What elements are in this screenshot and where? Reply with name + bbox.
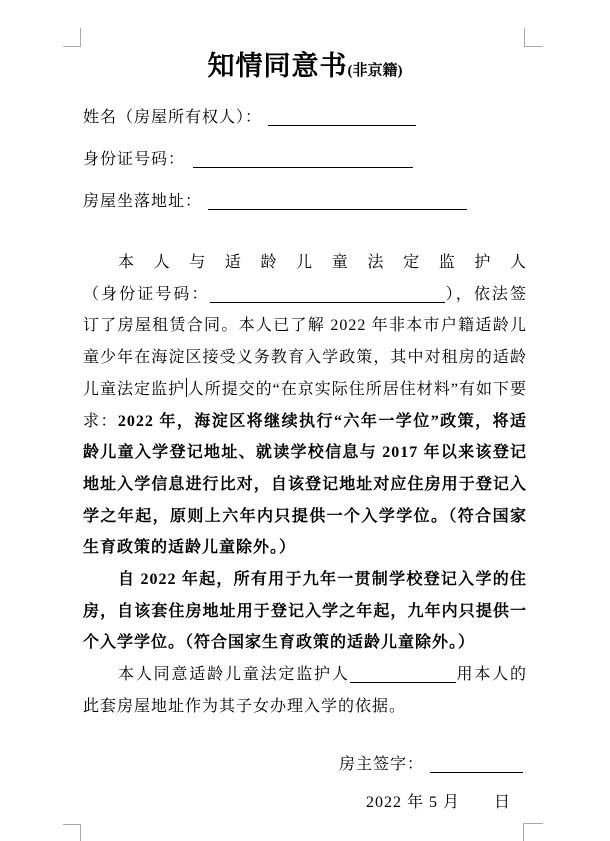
address-field-blank[interactable]	[208, 190, 467, 210]
id-field-label: 身份证号码：	[83, 151, 186, 168]
paragraph-consent	[83, 659, 527, 722]
crop-mark-top-right	[524, 28, 543, 47]
signature-block	[83, 749, 527, 818]
date-line: 2022 年 5 月 日	[365, 793, 511, 811]
document-content	[83, 48, 527, 818]
name-field-label: 姓名（房屋所有权人）：	[83, 109, 263, 126]
title-suffix: (非京籍)	[347, 63, 403, 79]
address-field-label: 房屋坐落地址：	[83, 193, 203, 210]
document-title	[83, 48, 527, 89]
policy-text-after-cursor: 人所提交的“在京实际住所居住材料”有如下要求：	[83, 380, 527, 430]
address-field-row	[83, 187, 527, 217]
crop-mark-bottom-right	[523, 823, 543, 841]
paragraph-nine-year-policy: 自 2022 年起，所有用于九年一贯制学校登记入学的住房，自该套住房地址用于登记入学之年起，九年内只提供一个入学学位。（符合国家生育政策的适龄儿童除外。）	[83, 571, 527, 652]
document-body	[83, 247, 527, 723]
name-field-row	[83, 103, 527, 133]
signature-blank[interactable]	[430, 753, 523, 773]
guardian-id-blank[interactable]	[210, 283, 445, 303]
consent-text-after-blank: 用本人的此套房屋地址作为其子女办理入学的依据。	[83, 666, 527, 715]
paragraph-policy	[83, 279, 527, 564]
signature-row	[83, 749, 527, 780]
guardian-id-label: （身份证号码：	[83, 285, 210, 303]
crop-mark-bottom-left	[63, 824, 81, 841]
six-year-policy-bold-text: 2022 年，海淀区将继续执行“六年一学位”政策，将适龄儿童入学登记地址、就读学校信息与 2017 年以来该登记地址入学信息进行比对，自该登记地址对应住房用于登记入学之年起，原则上六年内只提供一个入学学位。（符合国家生育政策的适龄儿童除外。）	[83, 412, 527, 557]
crop-mark-top-left	[63, 28, 81, 47]
header-fields	[83, 103, 527, 217]
paragraph-guardian-intro-line: 本人与适龄儿童法定监护人	[118, 254, 527, 271]
signature-label: 房主签字：	[338, 755, 424, 773]
id-field-row	[83, 145, 527, 175]
consent-text-before-blank: 本人同意适龄儿童法定监护人	[118, 666, 350, 684]
id-field-blank[interactable]	[193, 148, 413, 168]
name-field-blank[interactable]	[268, 106, 416, 126]
guardian-name-blank[interactable]	[350, 663, 456, 683]
title-text: 知情同意书	[207, 51, 348, 81]
policy-text-before-cursor: ），依法签订了房屋租赁合同。本人已了解 2022 年非本市户籍适龄儿童少年在海淀区接受义务教育入学政策，其中对租房的适龄儿童法定监护	[83, 285, 527, 398]
